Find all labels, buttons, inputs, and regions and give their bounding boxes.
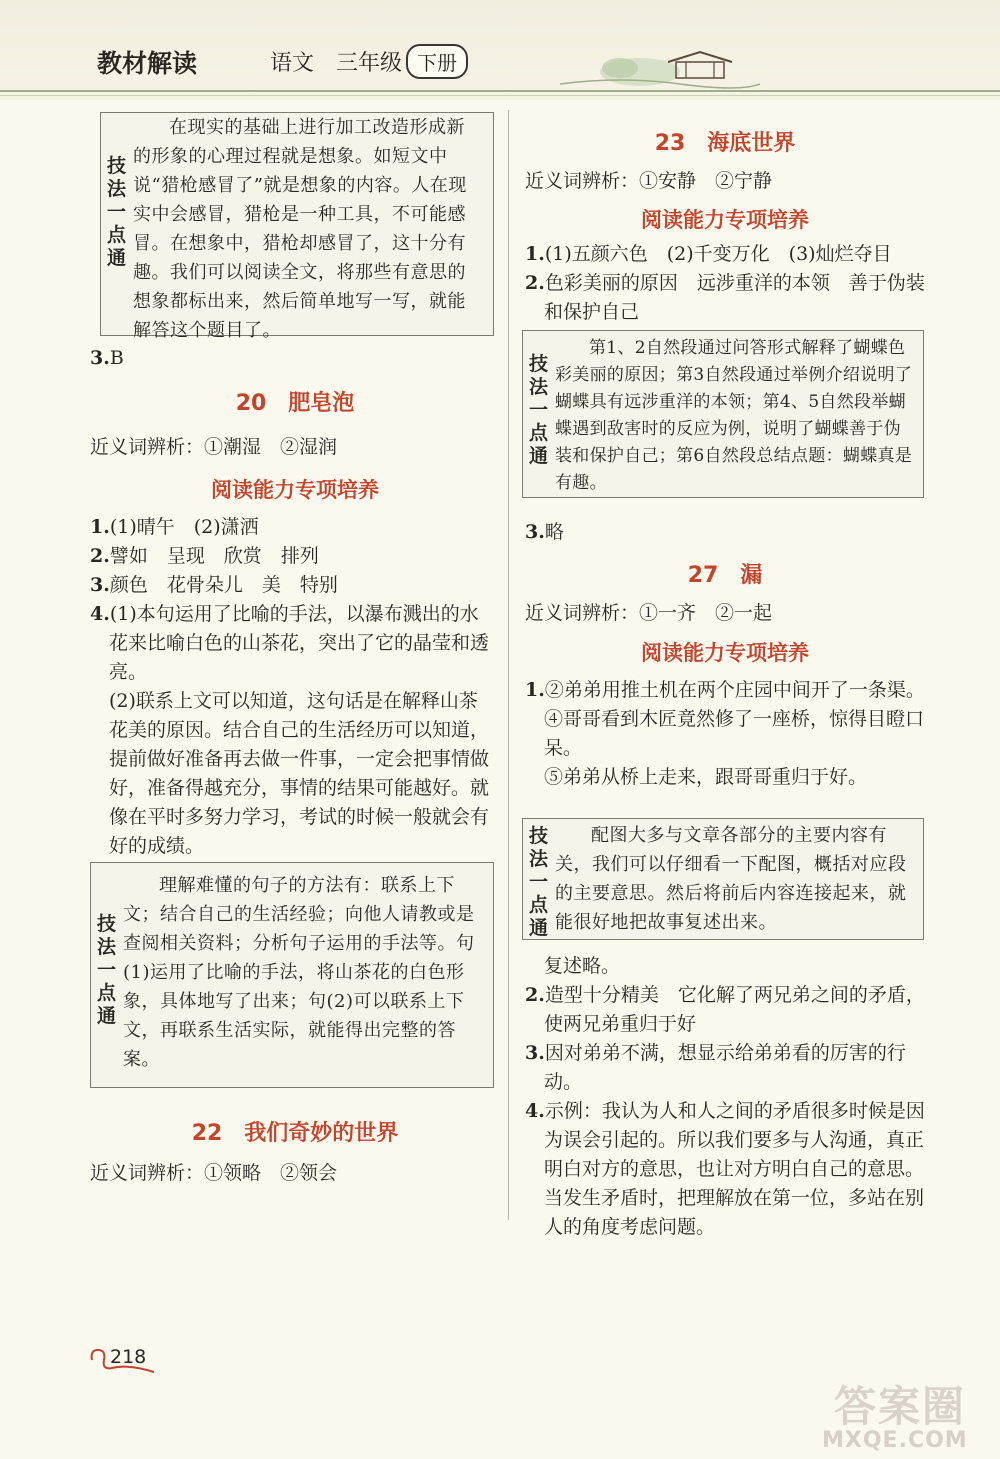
- synonym-analysis: 近义词辨析：①潮湿 ②湿润: [90, 436, 338, 458]
- watermark-url: MXQE.COM: [822, 1428, 968, 1453]
- section-title: 22 我们奇妙的世界: [191, 1121, 399, 1146]
- book-title: 教材解读: [97, 49, 198, 78]
- tip-label: 技法一点通: [529, 825, 549, 939]
- tip-box: [522, 818, 924, 940]
- tip-box: [90, 862, 494, 1088]
- answer-item: 3.B: [90, 347, 124, 369]
- tip-label: 技法一点通: [97, 913, 117, 1027]
- answer-item: 3.因对弟弟不满，想显示给弟弟看的厉害的行动。: [525, 1042, 906, 1093]
- answer-item: ⑤弟弟从桥上走来，跟哥哥重归于好。: [544, 766, 868, 788]
- tip-text: 配图大多与文章各部分的主要内容有关，我们可以仔细看一下配图，概括对应段的主要意思。然后将前后内容连接起来，就能很好地把故事复述出来。: [555, 825, 907, 933]
- watermark-logo: 答案圈: [834, 1382, 967, 1431]
- answer-item: 2.色彩美丽的原因 远涉重洋的本领 善于伪装和保护自己: [525, 272, 925, 323]
- volume-badge: 下册: [406, 44, 468, 79]
- answer-item: 3.颜色 花骨朵儿 美 特别: [90, 574, 338, 596]
- synonym-analysis: 近义词辨析：①领略 ②领会: [90, 1162, 338, 1184]
- answer-item: 复述略。: [544, 955, 621, 977]
- answer-item: 1.(1)五颜六色 (2)千变万化 (3)灿烂夺目: [525, 243, 892, 265]
- tip-text: 理解难懂的句子的方法有：联系上下文；结合自己的生活经验；向他人请教或是查阅相关资料；分析句子运用的手法等。句(1)运用了比喻的手法，将山茶花的白色形象，具体地写了出来；句(2)可以联系上下文，再联系生活实际，就能得出完整的答案。: [123, 875, 475, 1070]
- answer-list: [525, 676, 930, 792]
- answer-item: ④哥哥看到木匠竟然修了一座桥，惊得目瞪口呆。: [544, 708, 925, 759]
- answer-item: (2)联系上文可以知道，这句话是在解释山茶花美的原因。结合自己的生活经历可以知道，提前做好准备再去做一件事，一定会把事情做好，准备得越充分，事情的结果可能越好。就像在平时多努力学习，考试的时候一般就会有好的成绩。: [109, 690, 490, 857]
- answer-list: [525, 240, 930, 327]
- answer-list: [525, 952, 930, 1242]
- answer-item: 2.譬如 呈现 欣赏 排列: [90, 545, 319, 567]
- section-subtitle: 阅读能力专项培养: [641, 641, 809, 665]
- section-title: 20 肥皂泡: [235, 391, 355, 416]
- tip-text: 第1、2自然段通过问答形式解释了蝴蝶色彩美丽的原因；第3自然段通过举例介绍说明了蝴蝶具有远涉重洋的本领；第4、5自然段举蝴蝶遇到敌害时的反应为例，说明了蝴蝶善于伪装和保护自己；第6自然段总结点题：蝴蝶真是有趣。: [555, 338, 913, 493]
- answer-item: 3.略: [525, 521, 564, 543]
- pavilion-decoration-icon: [560, 40, 760, 92]
- tip-label: 技法一点通: [529, 353, 549, 467]
- tip-label: 技法一点通: [107, 155, 127, 269]
- section-subtitle: 阅读能力专项培养: [211, 478, 379, 502]
- answer-item: 1.(1)晴午 (2)潇洒: [90, 516, 259, 538]
- answer-item: 4.(1)本句运用了比喻的手法，以瀑布溅出的水花来比喻白色的山茶花，突出了它的晶莹和透亮。: [90, 603, 490, 683]
- tip-box: [100, 112, 494, 341]
- column-divider: [508, 110, 509, 1220]
- section-title: 27 漏: [687, 563, 763, 588]
- answer-item: 4.示例：我认为人和人之间的矛盾很多时候是因为误会引起的。所以我们要多与人沟通，真正明白对方的意思，也让对方明白自己的意思。当发生矛盾时，把理解放在第一位，多站在别人的角度考虑问题。: [525, 1100, 925, 1238]
- page-number: 218: [110, 1346, 147, 1368]
- tip-text: 在现实的基础上进行加工改造形成新的形象的心理过程就是想象。如短文中说“猎枪感冒了”就是想象的内容。人在现实中会感冒，猎枪是一种工具，不可能感冒。在想象中，猎枪却感冒了，这十分有趣。我们可以阅读全文，将那些有意思的想象都标出来，然后简单地写一写，就能解答这个题目了。: [133, 117, 467, 341]
- answer-item: 1.②弟弟用推土机在两个庄园中间开了一条渠。: [525, 679, 925, 701]
- header-rule: [0, 90, 1000, 96]
- subject-label: 语文: [270, 51, 315, 76]
- answer-list: [90, 513, 492, 861]
- page-header: [0, 0, 1000, 100]
- tip-box: [522, 330, 924, 498]
- grade-label: 三年级: [336, 51, 403, 76]
- synonym-analysis: 近义词辨析：①安静 ②宁静: [525, 170, 773, 192]
- section-title: 23 海底世界: [654, 131, 796, 156]
- section-subtitle: 阅读能力专项培养: [641, 208, 809, 232]
- synonym-analysis: 近义词辨析：①一齐 ②一起: [525, 602, 773, 624]
- answer-item: 2.造型十分精美 它化解了两兄弟之间的矛盾，使两兄弟重归于好: [525, 984, 925, 1035]
